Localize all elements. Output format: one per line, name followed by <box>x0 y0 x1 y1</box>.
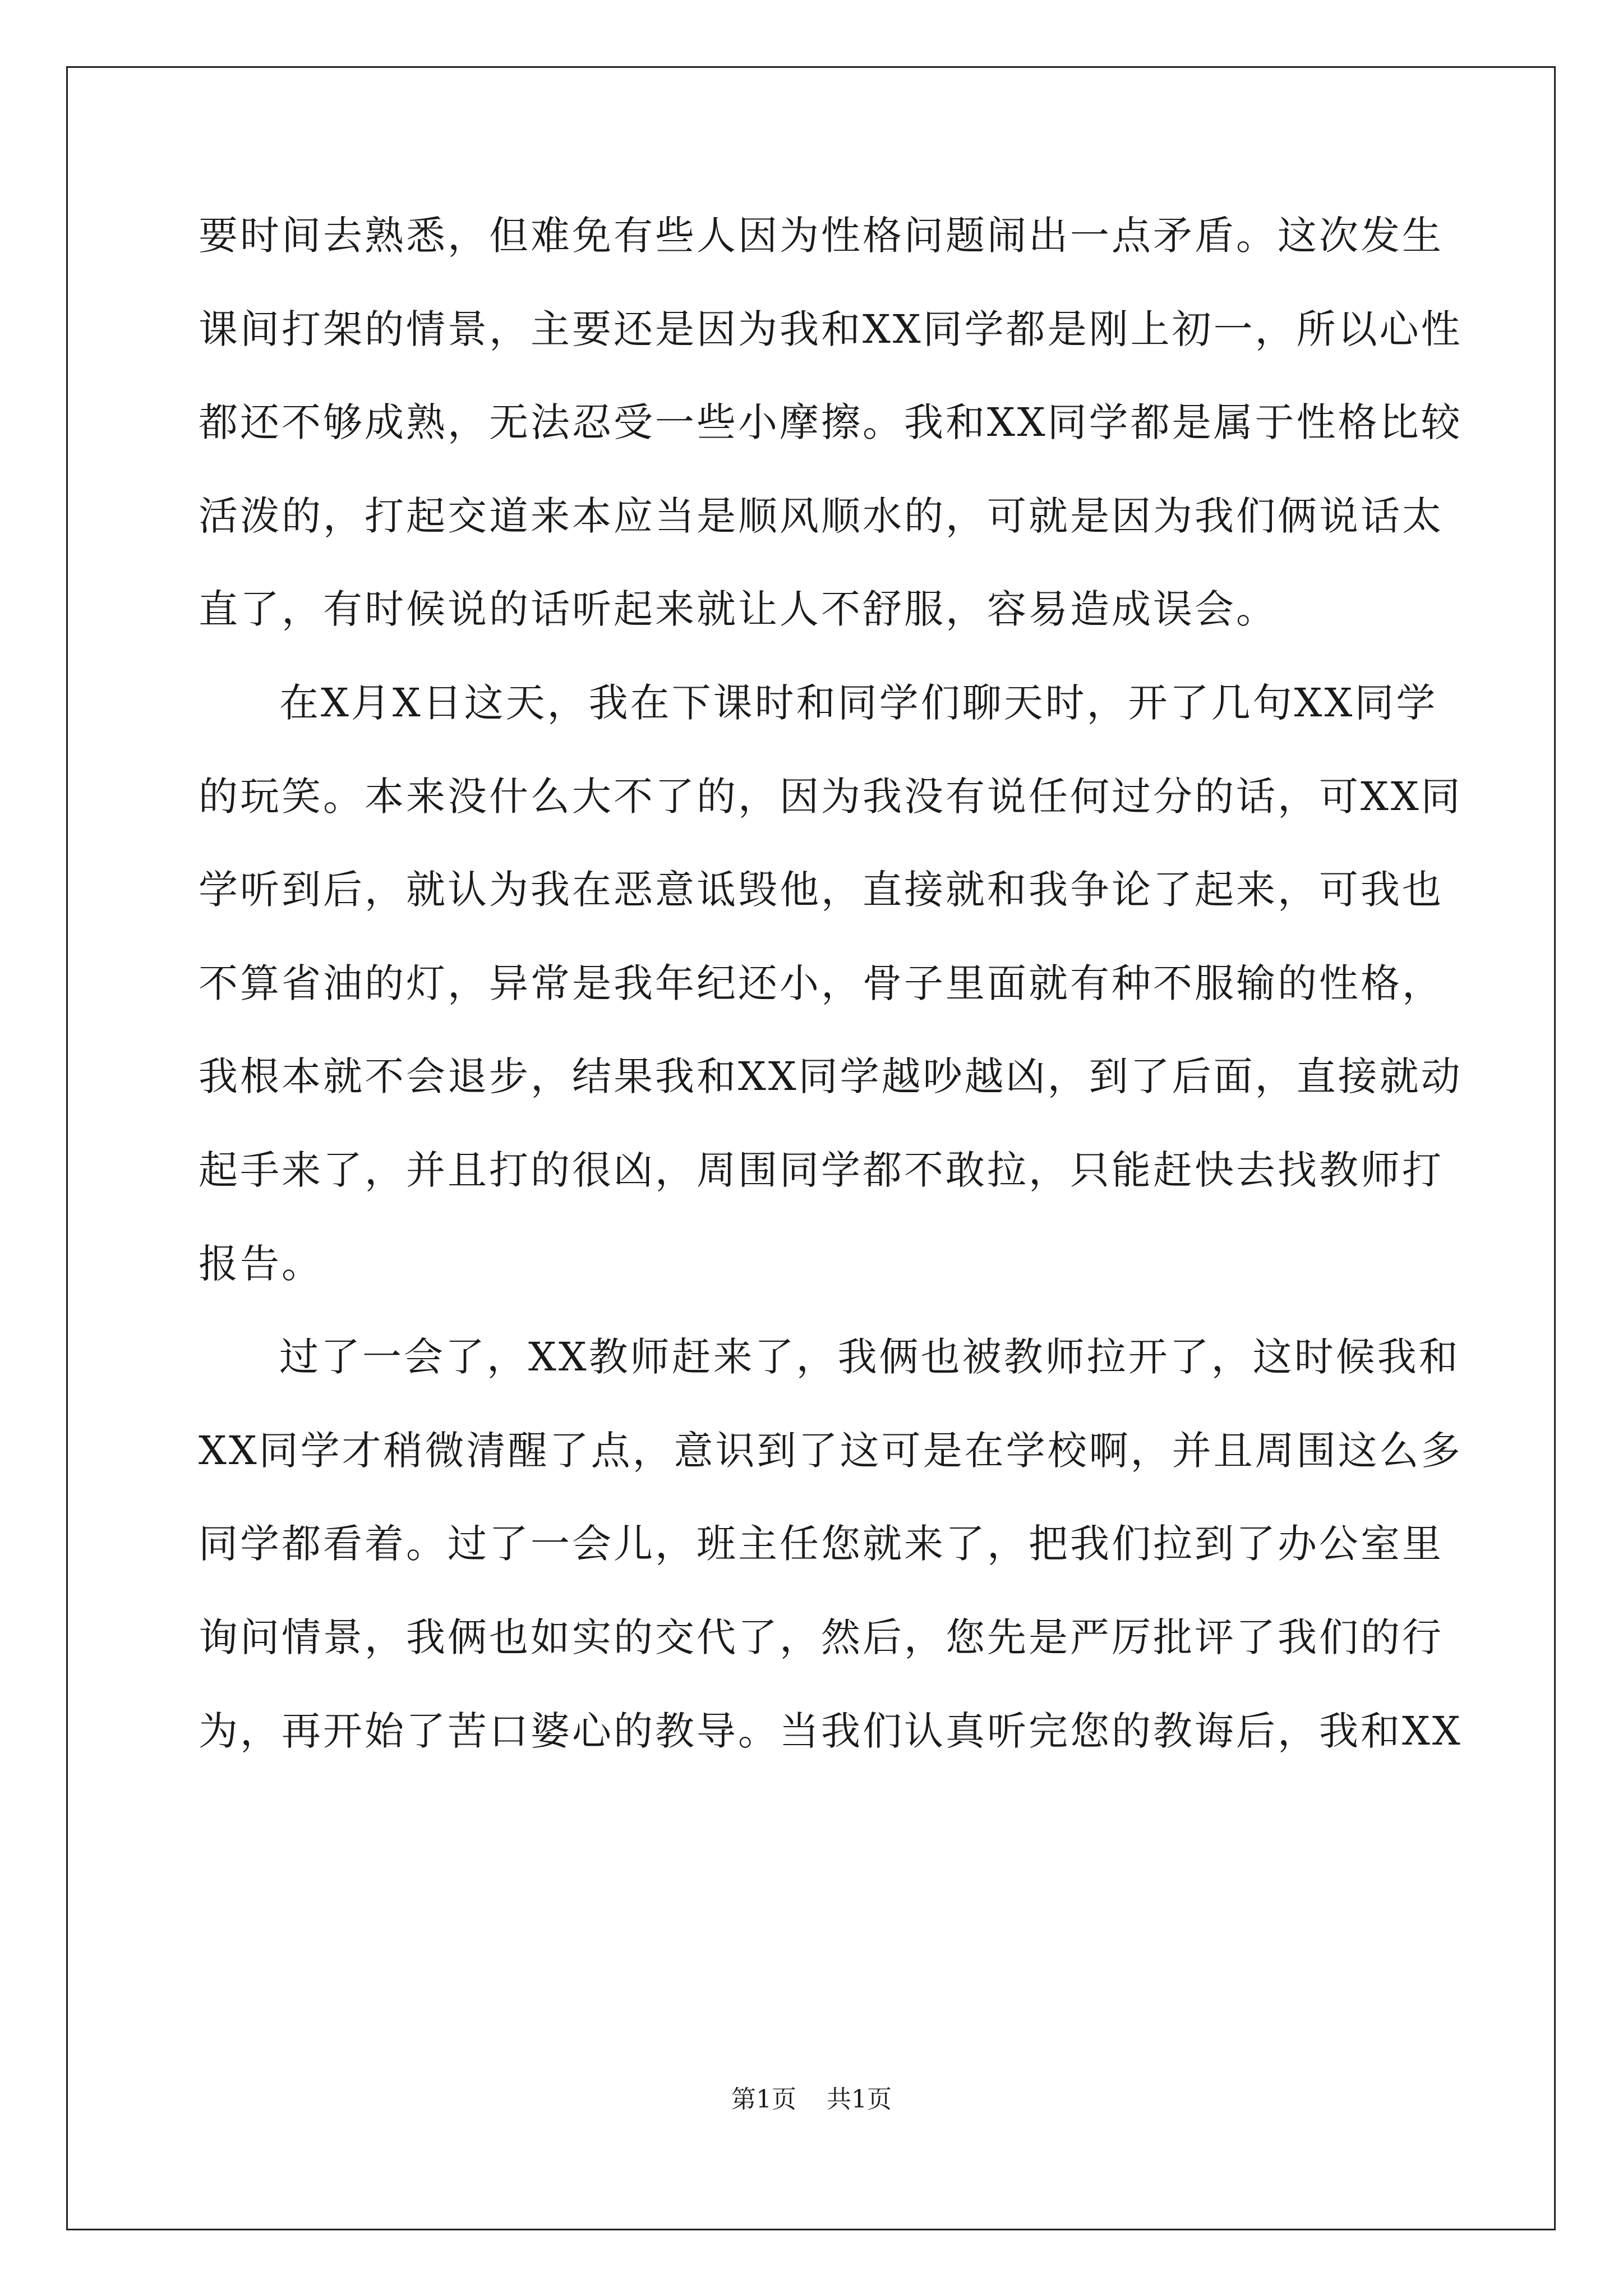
page-total: 共1页 <box>827 2085 892 2114</box>
text-line: 为，再开始了苦口婆心的教导。当我们认真听完您的教诲后，我和XX <box>199 1708 1463 1754</box>
text-line: 起手来了，并且打的很凶，周围同学都不敢拉，只能赶快去找教师打 <box>199 1147 1444 1193</box>
text-line: 我根本就不会退步，结果我和XX同学越吵越凶，到了后面，直接就动 <box>199 1053 1463 1100</box>
text-line: 在X月X日这天，我在下课时和同学们聊天时，开了几句XX同学 <box>279 679 1438 726</box>
text-line: 同学都看着。过了一会儿，班主任您就来了，把我们拉到了办公室里 <box>199 1521 1444 1567</box>
text-line: XX同学才稍微清醒了点，意识到了这可是在学校啊，并且周围这么多 <box>199 1427 1463 1474</box>
text-line: 直了，有时候说的话听起来就让人不舒服，容易造成误会。 <box>199 586 1278 633</box>
text-line: 过了一会了，XX教师赶来了，我俩也被教师拉开了，这时候我和 <box>279 1334 1460 1381</box>
text-line: 不算省油的灯，异常是我年纪还小，骨子里面就有种不服输的性格， <box>199 960 1444 1006</box>
document-body <box>199 208 1463 1796</box>
page-number: 第1页 <box>731 2085 796 2114</box>
text-line: 课间打架的情景，主要还是因为我和XX同学都是刚上初一，所以心性 <box>199 306 1463 352</box>
text-line: 学听到后，就认为我在恶意诋毁他，直接就和我争论了起来，可我也 <box>199 867 1444 913</box>
text-line: 都还不够成熟，无法忍受一些小摩擦。我和XX同学都是属于性格比较 <box>199 399 1463 446</box>
text-line: 要时间去熟悉，但难免有些人因为性格问题闹出一点矛盾。这次发生 <box>199 213 1444 259</box>
text-line: 的玩笑。本来没什么大不了的，因为我没有说任何过分的话，可XX同 <box>199 773 1463 820</box>
text-line: 询问情景，我俩也如实的交代了，然后，您先是严厉批评了我们的行 <box>199 1614 1444 1660</box>
text-line: 活泼的，打起交道来本应当是顺风顺水的，可就是因为我们俩说话太 <box>199 493 1444 539</box>
page-footer <box>0 2083 1623 2116</box>
text-line: 报告。 <box>199 1240 323 1287</box>
